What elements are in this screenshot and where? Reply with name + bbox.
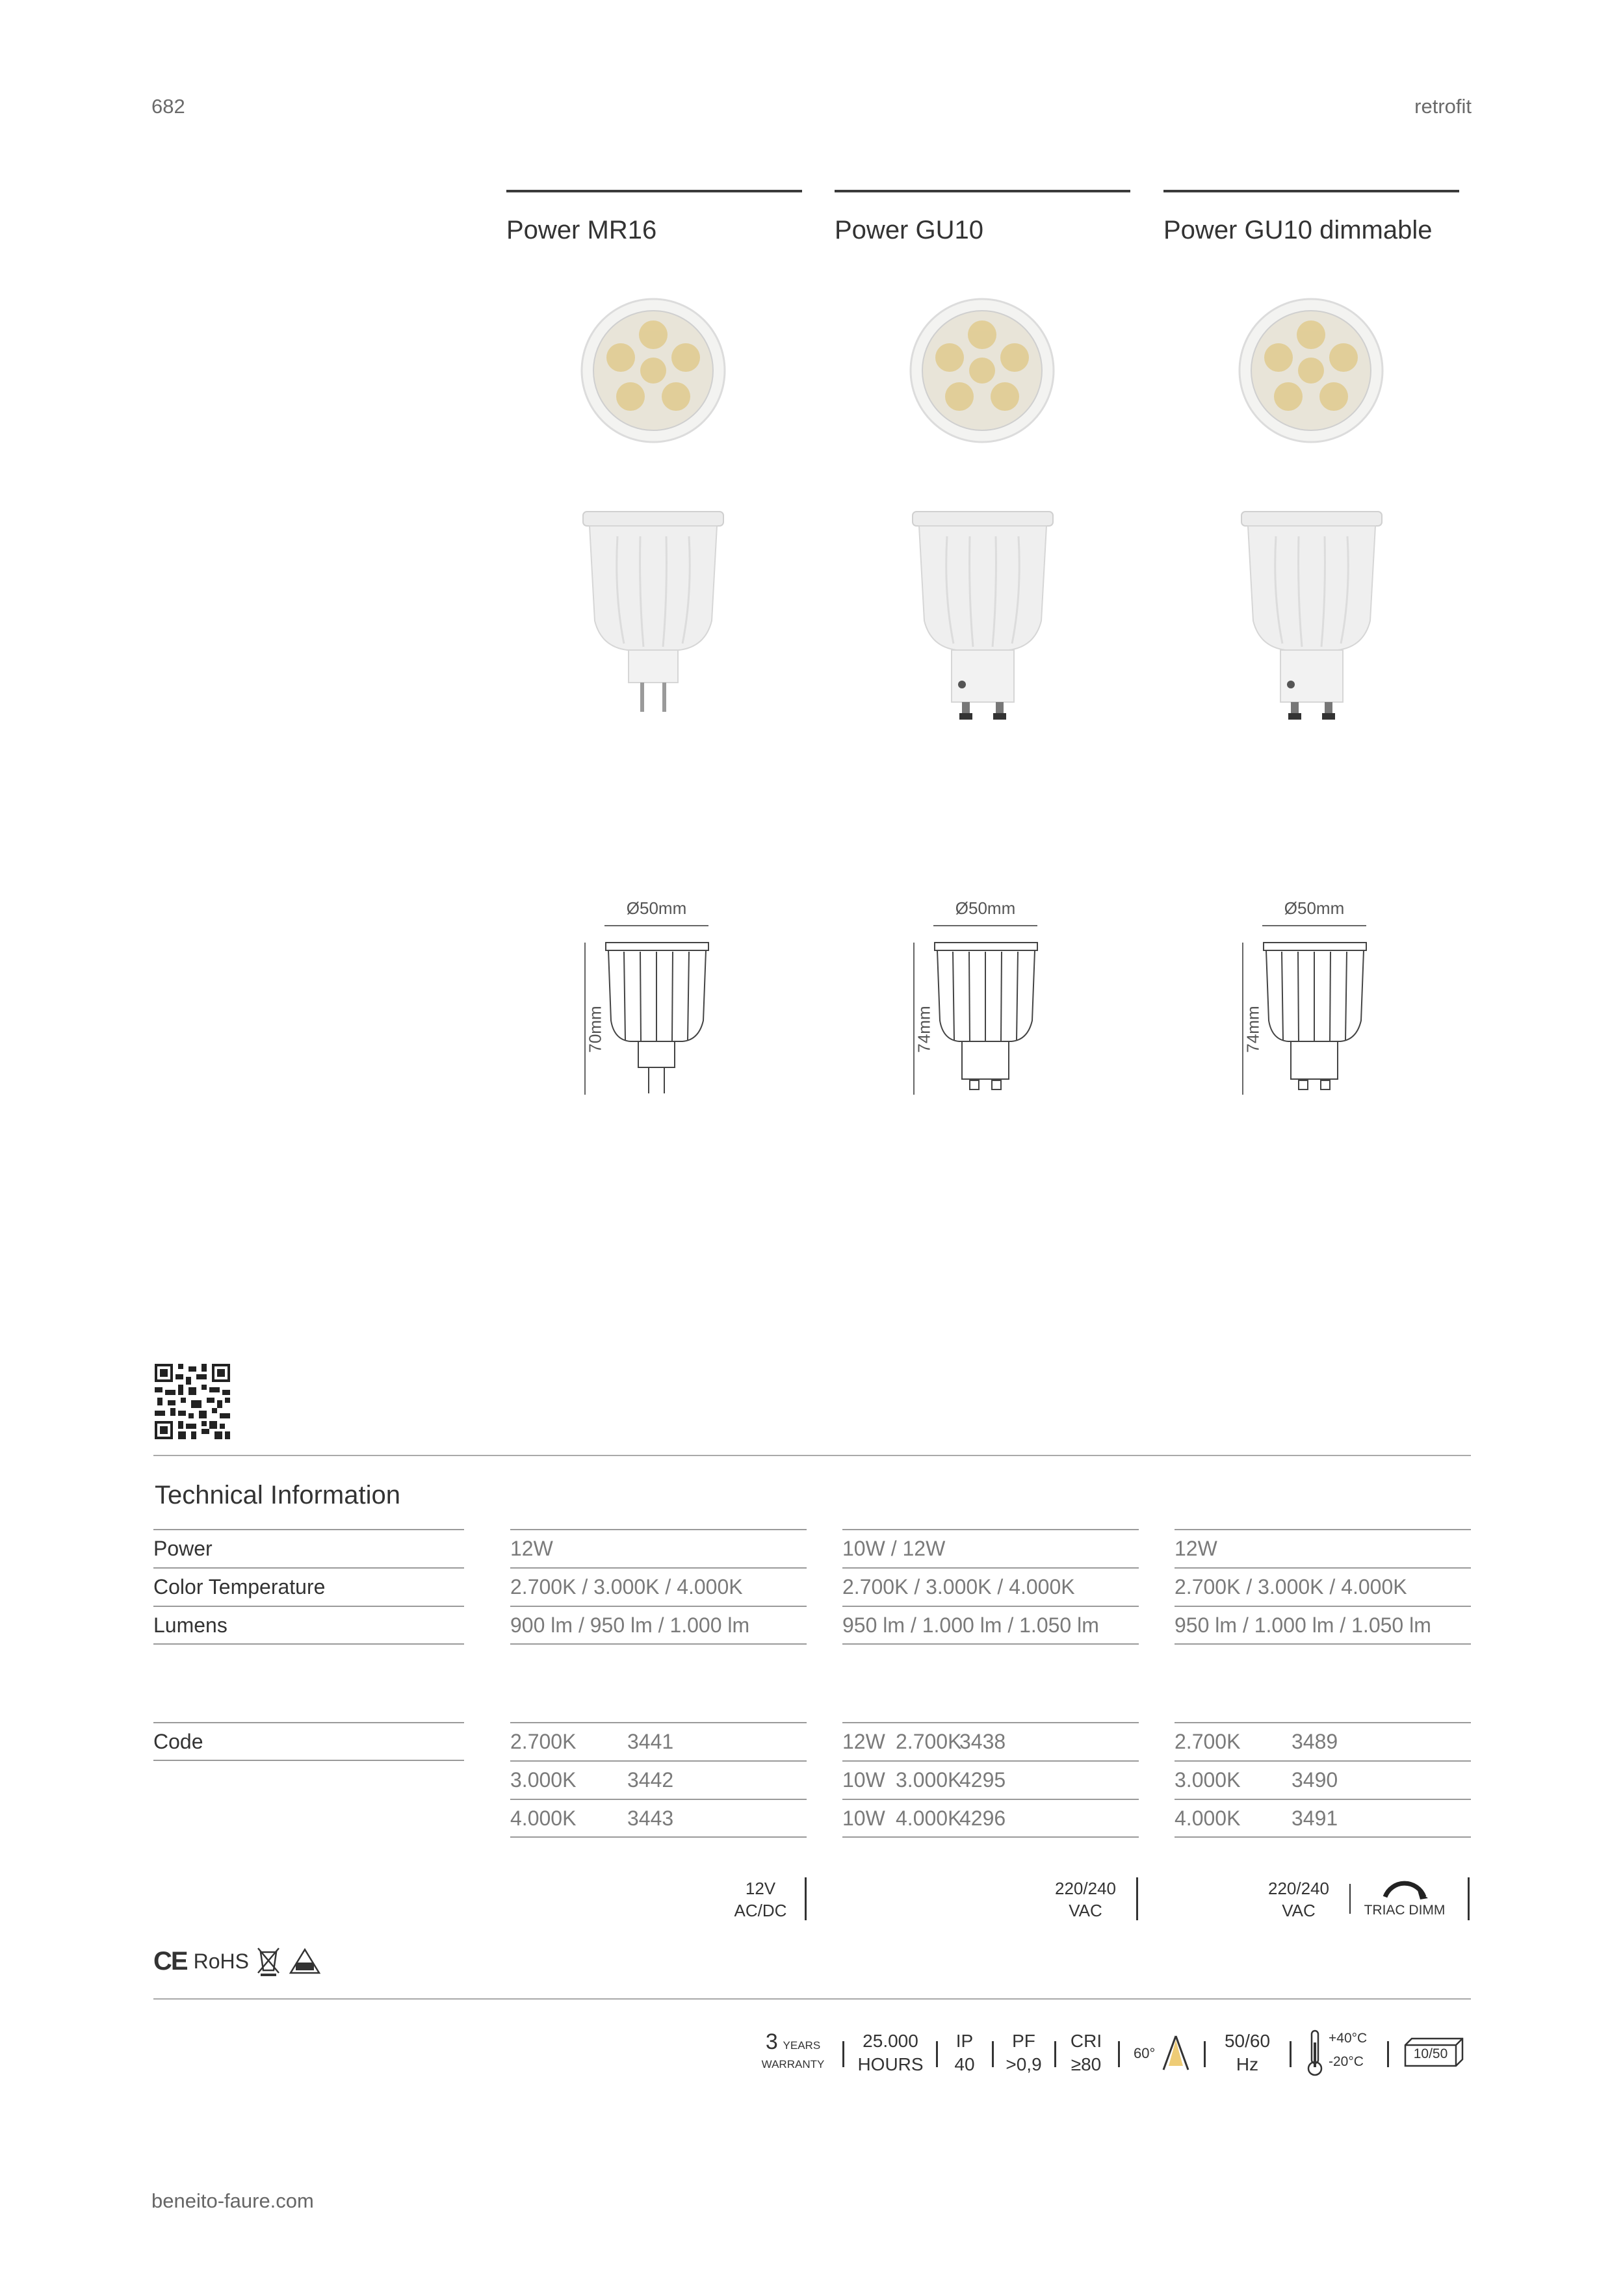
dimension-drawing [894, 898, 1076, 1053]
voltage-value: 12V [745, 1879, 776, 1898]
lamp-side-view-gu10 [911, 510, 1054, 731]
code-row [1175, 1760, 1471, 1799]
lumens-value: 950 lm / 1.000 lm / 1.050 lm [842, 1606, 1139, 1645]
section-divider [153, 1455, 1471, 1456]
code-number: 4295 [959, 1768, 1006, 1792]
diameter-label: Ø50mm [1284, 898, 1345, 918]
row-rule [153, 1643, 464, 1645]
voltage-type: VAC [1069, 1901, 1102, 1920]
warranty-unit: YEARS [783, 2039, 821, 2052]
separator [1349, 1884, 1351, 1914]
height-label: 74mm [1243, 1006, 1263, 1053]
code-row [842, 1799, 1139, 1838]
voltage-bar [1468, 1877, 1470, 1920]
column-rule [506, 190, 802, 192]
product-name: Power GU10 [835, 216, 983, 244]
row-rule [1175, 1836, 1471, 1838]
dimm-label: TRIAC DIMM [1364, 1903, 1446, 1918]
section-name: retrofit [1414, 95, 1472, 118]
diameter-label: Ø50mm [626, 898, 687, 918]
code-temp: 3.000K [1175, 1768, 1241, 1792]
certifications-row [153, 1945, 322, 1977]
packaging-units: 10/50 [1413, 2046, 1448, 2061]
code-number: 3438 [959, 1730, 1006, 1753]
cri-feature [1063, 2029, 1109, 2076]
voltage-value: 220/240 [1055, 1879, 1116, 1898]
code-row [510, 1799, 807, 1838]
ce-mark: CE [153, 1946, 187, 1976]
technical-drawing-gu10 [894, 923, 1076, 1131]
code-row [1175, 1799, 1471, 1838]
dimmable-block [1362, 1872, 1447, 1918]
frequency-value: 50/60 [1224, 2031, 1271, 2051]
height-label: 74mm [914, 1006, 934, 1053]
beam-angle: 60° [1134, 2045, 1156, 2061]
feature-separator [1118, 2041, 1120, 2067]
packaging-feature [1401, 2036, 1466, 2068]
product-column [835, 190, 1130, 245]
product-column [506, 190, 802, 245]
code-row [842, 1722, 1139, 1761]
code-temp: 3.000K [896, 1768, 962, 1792]
feature-separator [842, 2041, 844, 2067]
hours-feature [855, 2029, 926, 2076]
frequency-unit: Hz [1236, 2054, 1259, 2074]
power-value: 12W [1175, 1529, 1471, 1568]
voltage-bar [805, 1877, 807, 1920]
lamp-top-view [1236, 296, 1386, 445]
row-rule [153, 1760, 464, 1761]
feature-separator [1204, 2041, 1206, 2067]
hours-label: HOURS [857, 2054, 924, 2074]
label-color-temperature: Color Temperature [153, 1567, 464, 1606]
ip-feature [946, 2029, 983, 2076]
code-temp: 4.000K [510, 1807, 577, 1830]
voltage-block [721, 1877, 799, 1922]
row-rule [842, 1836, 1139, 1838]
voltage-block [1253, 1877, 1344, 1922]
cri-value: ≥80 [1071, 2054, 1102, 2074]
color-temp-value: 2.700K / 3.000K / 4.000K [1175, 1567, 1471, 1606]
cri-label: CRI [1070, 2031, 1102, 2051]
code-row [842, 1760, 1139, 1799]
row-rule [842, 1643, 1139, 1645]
dimension-drawing [1223, 898, 1405, 1053]
warranty-feature [760, 2031, 825, 2072]
code-temp: 2.700K [510, 1730, 577, 1753]
thermometer-icon [1306, 2029, 1323, 2076]
voltage-type: AC/DC [734, 1901, 787, 1920]
code-number: 3490 [1292, 1768, 1338, 1792]
label-code: Code [153, 1722, 464, 1761]
eac-icon [288, 1947, 322, 1976]
code-row [1175, 1722, 1471, 1761]
temperature-max: +40°C [1329, 2031, 1368, 2046]
rohs-mark: RoHS [193, 1949, 249, 1973]
code-temp: 4.000K [1175, 1807, 1241, 1830]
code-temp: 4.000K [896, 1807, 962, 1830]
lamp-side-view-gu10-dimmable [1240, 510, 1383, 731]
pf-label: PF [1012, 2031, 1035, 2051]
power-value: 12W [510, 1529, 807, 1568]
diameter-label: Ø50mm [955, 898, 1016, 918]
column-rule [1163, 190, 1459, 192]
row-rule [510, 1643, 807, 1645]
voltage-block [1040, 1877, 1131, 1922]
code-number: 3489 [1292, 1730, 1338, 1753]
code-watt: 12W [842, 1730, 885, 1753]
pf-feature [1001, 2029, 1046, 2076]
beam-angle-icon [1161, 2033, 1191, 2072]
pf-value: >0,9 [1006, 2054, 1042, 2074]
code-number: 4296 [959, 1807, 1006, 1830]
lumens-value: 950 lm / 1.000 lm / 1.050 lm [1175, 1606, 1471, 1645]
ip-label: IP [955, 2031, 974, 2051]
warranty-years: 3 [765, 2029, 778, 2054]
dimmer-icon [1379, 1872, 1431, 1901]
code-number: 3442 [627, 1768, 674, 1792]
color-temp-value: 2.700K / 3.000K / 4.000K [842, 1567, 1139, 1606]
code-row [510, 1760, 807, 1799]
color-temp-value: 2.700K / 3.000K / 4.000K [510, 1567, 807, 1606]
temperature-min: -20°C [1329, 2054, 1364, 2069]
weee-icon [255, 1946, 281, 1977]
tech-info-title: Technical Information [155, 1481, 400, 1509]
section-divider [153, 1998, 1471, 2000]
code-watt: 10W [842, 1807, 885, 1830]
feature-separator [936, 2041, 938, 2067]
voltage-value: 220/240 [1268, 1879, 1329, 1898]
website-link[interactable]: beneito-faure.com [151, 2189, 314, 2212]
ip-value: 40 [954, 2054, 975, 2074]
technical-drawing-mr16 [565, 923, 747, 1131]
voltage-type: VAC [1282, 1901, 1316, 1920]
beam-feature [1134, 2033, 1199, 2072]
product-name: Power GU10 dimmable [1163, 216, 1433, 244]
column-rule [835, 190, 1130, 192]
lumens-value: 900 lm / 950 lm / 1.000 lm [510, 1606, 807, 1645]
code-temp: 2.700K [896, 1730, 962, 1753]
label-lumens: Lumens [153, 1606, 464, 1645]
row-rule [510, 1836, 807, 1838]
code-number: 3491 [1292, 1807, 1338, 1830]
dimension-drawing [565, 898, 747, 1053]
technical-drawing-gu10-dimmable [1223, 923, 1405, 1131]
code-temp: 2.700K [1175, 1730, 1241, 1753]
qr-code[interactable] [155, 1364, 230, 1439]
code-temp: 3.000K [510, 1768, 577, 1792]
hours-value: 25.000 [863, 2031, 918, 2051]
power-value: 10W / 12W [842, 1529, 1139, 1568]
feature-separator [1054, 2041, 1056, 2067]
code-watt: 10W [842, 1768, 885, 1792]
page-number: 682 [151, 95, 185, 118]
code-number: 3443 [627, 1807, 674, 1830]
lamp-top-view [907, 296, 1057, 445]
label-power: Power [153, 1529, 464, 1568]
temperature-feature [1306, 2028, 1378, 2078]
feature-separator [1290, 2041, 1292, 2067]
warranty-label: WARRANTY [761, 2058, 825, 2070]
lamp-side-view-mr16 [582, 510, 725, 731]
lamp-top-view [578, 296, 728, 445]
feature-separator [992, 2041, 994, 2067]
height-label: 70mm [585, 1006, 605, 1053]
row-rule [1175, 1643, 1471, 1645]
frequency-feature [1218, 2029, 1277, 2076]
feature-separator [1387, 2041, 1389, 2067]
code-number: 3441 [627, 1730, 674, 1753]
voltage-bar [1136, 1877, 1138, 1920]
product-column [1163, 190, 1459, 245]
product-name: Power MR16 [506, 216, 657, 244]
code-row [510, 1722, 807, 1761]
